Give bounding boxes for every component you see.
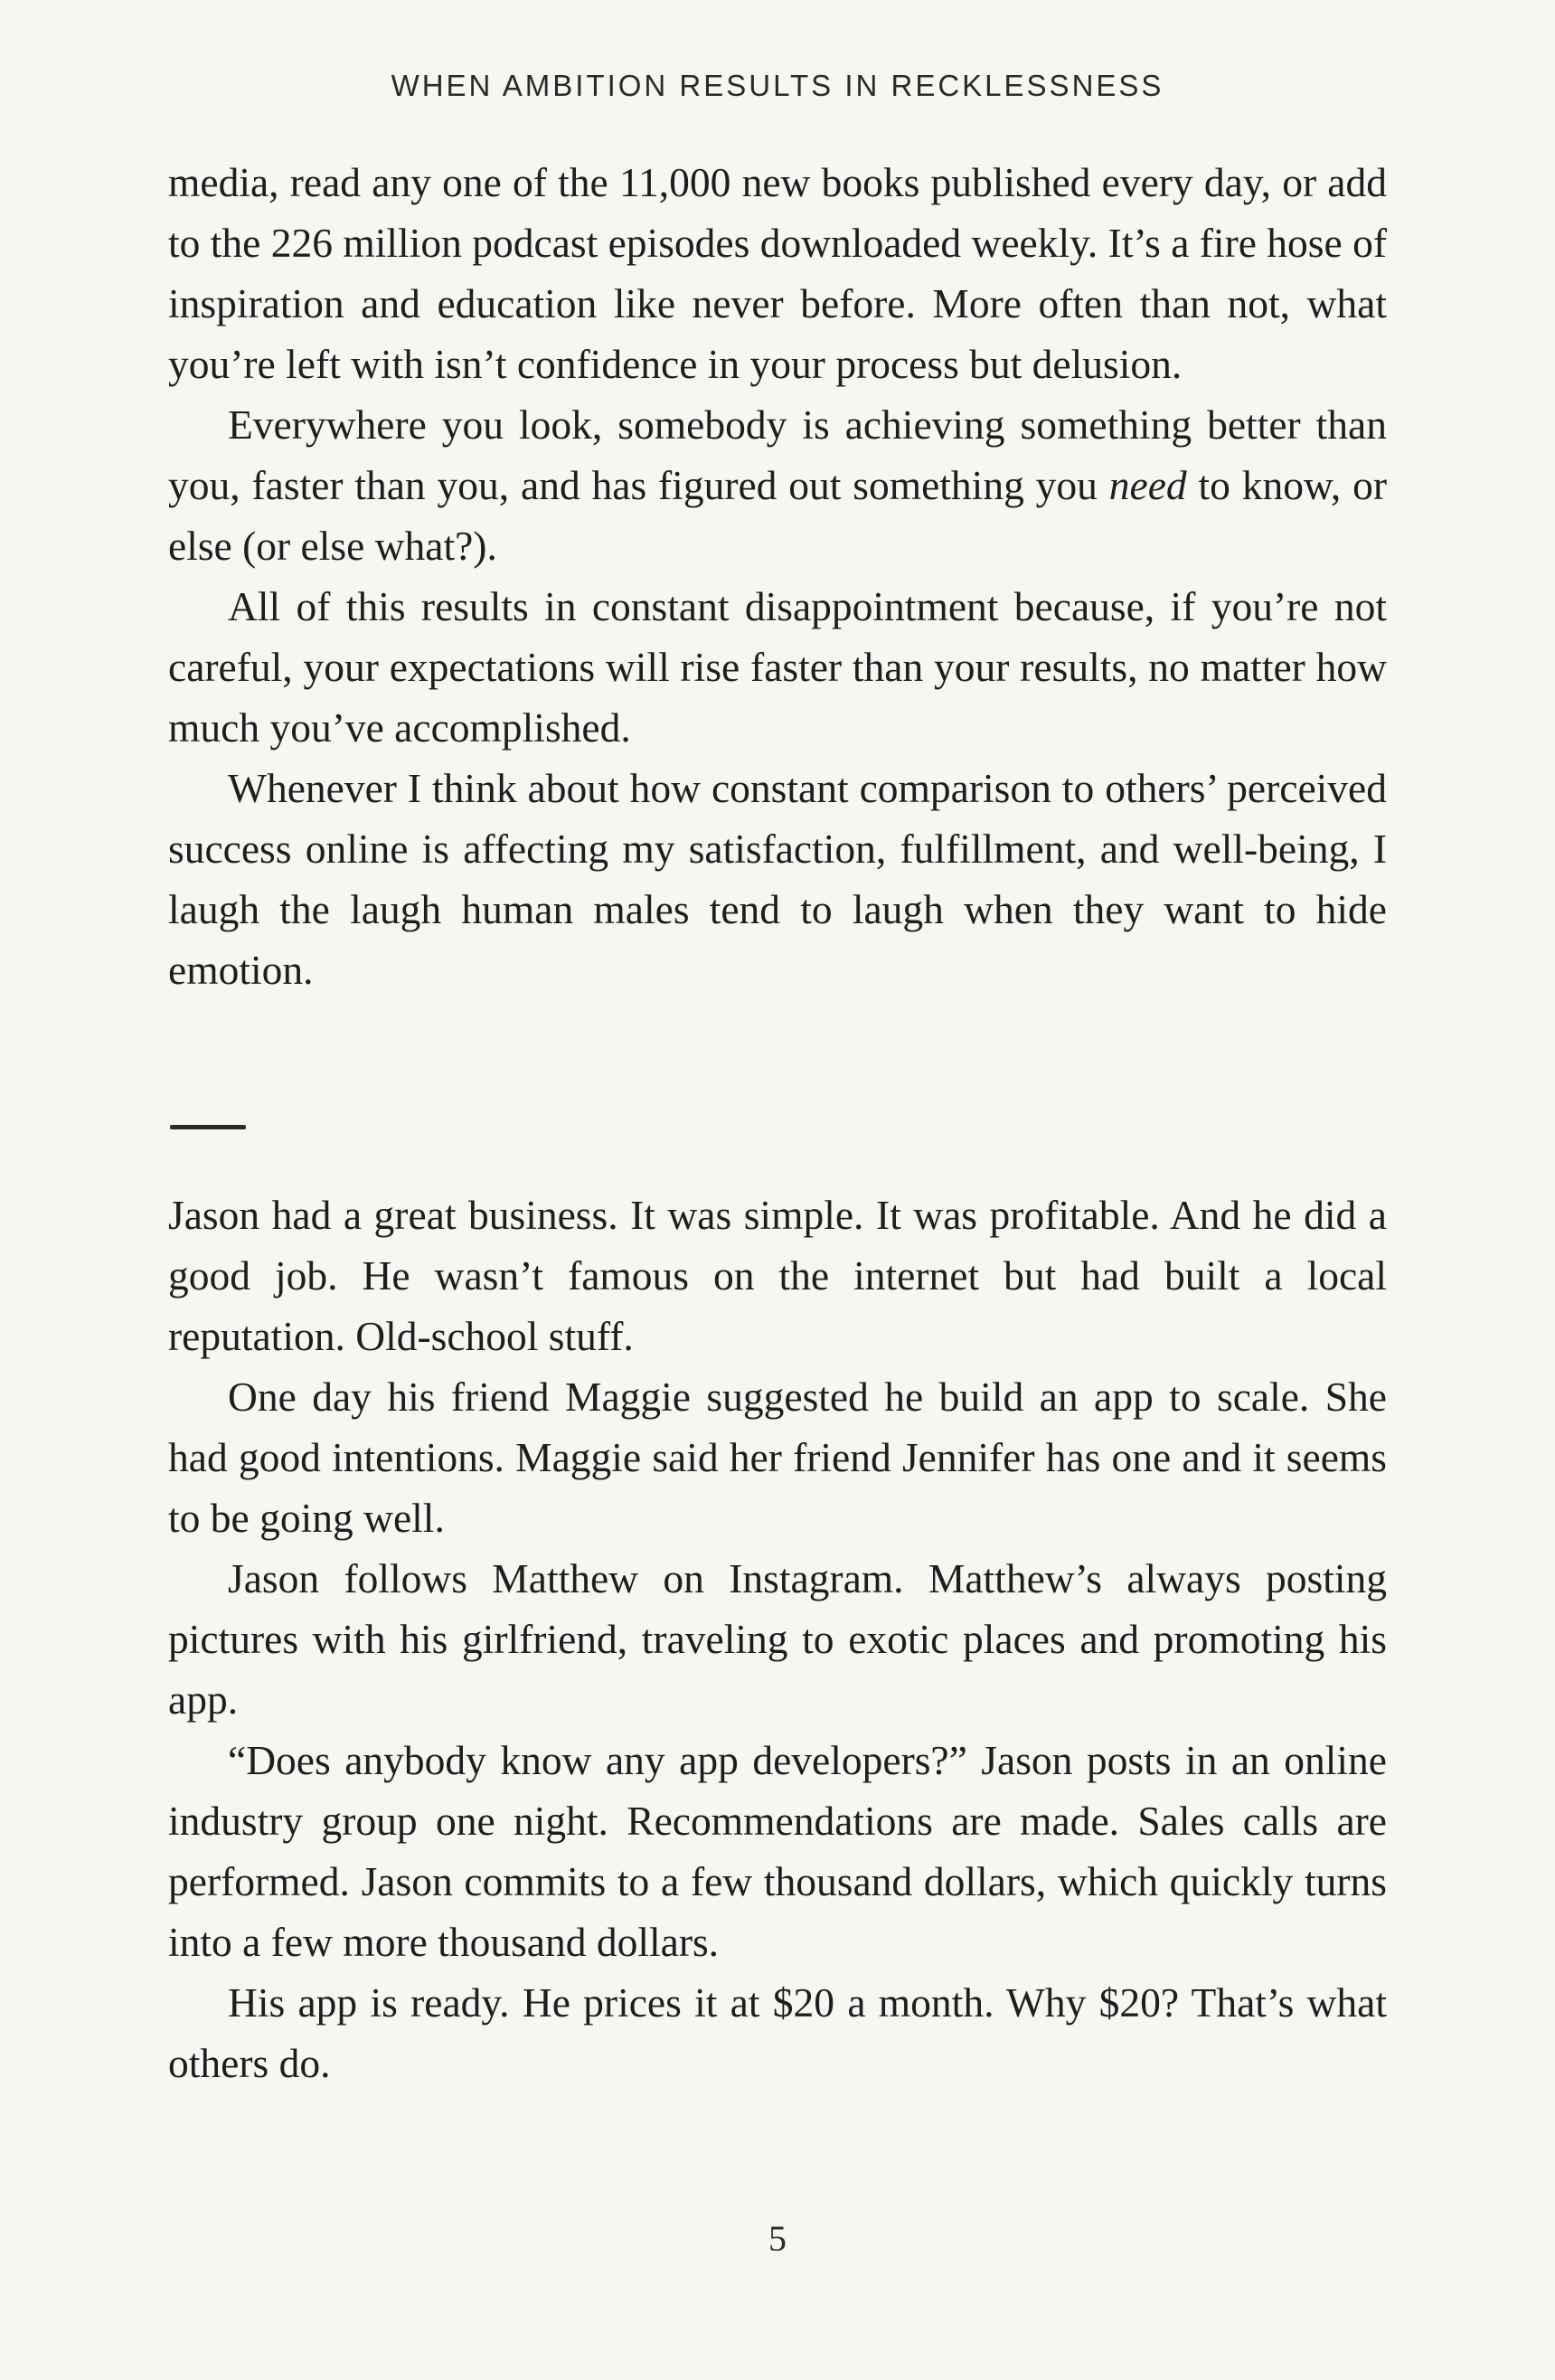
text-block-1 <box>168 152 1387 1000</box>
paragraph: His app is ready. He prices it at $20 a month. Why $20? That’s what others do. <box>168 1979 1387 2086</box>
paragraph: Jason had a great business. It was simple. It was profitable. And he did a good job. He wasn’t famous on the internet but had built a local reputation. Old-school stuff. <box>168 1192 1387 1359</box>
emphasis: need <box>1108 462 1187 508</box>
section-break-rule <box>170 1125 246 1129</box>
paragraph: All of this results in constant disappointment because, if you’re not careful, your expectations will rise faster than your results, no matter how much you’ve accomplished. <box>168 583 1387 751</box>
running-head: WHEN AMBITION RESULTS IN RECKLESSNESS <box>391 69 1164 102</box>
paragraph: media, read any one of the 11,000 new books published every day, or add to the 226 million podcast episodes downloaded weekly. It’s a fire hose of inspiration and education like never before. More often than not, what you’re left with isn’t confidence in your process but delusion. <box>168 159 1387 387</box>
paragraph: “Does anybody know any app developers?” Jason posts in an online industry group one night. Recommendations are made. Sales calls are performed. Jason commits to a few thousand dollars, which quickly turns into a few more thousand dollars. <box>168 1737 1387 1965</box>
page-number: 5 <box>768 2218 787 2259</box>
paragraph-text: Everywhere you look, somebody is achieving something better than you, faster than you, and has figured out something you <box>168 401 1387 508</box>
paragraph <box>168 394 1387 576</box>
paragraph: One day his friend Maggie suggested he build an app to scale. She had good intentions. Maggie said her friend Jennifer has one and it seems to be going well. <box>168 1374 1387 1541</box>
paragraph-text: to know, or else (or else what?). <box>168 462 1387 569</box>
paragraph: Jason follows Matthew on Instagram. Matthew’s always posting pictures with his girlfriend, traveling to exotic places and promoting his app. <box>168 1555 1387 1723</box>
paragraph: Whenever I think about how constant comparison to others’ perceived success online is affecting my satisfaction, fulfillment, and well-being, I laugh the laugh human males tend to laugh when they want to hide emotion. <box>168 765 1387 993</box>
text-block-2 <box>168 1185 1387 2093</box>
